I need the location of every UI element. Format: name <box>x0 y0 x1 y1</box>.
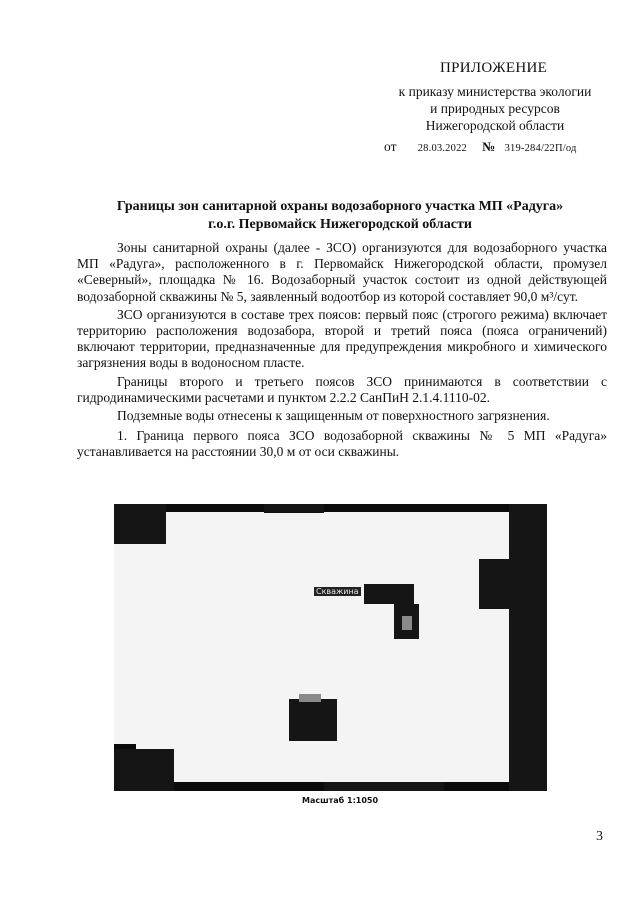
paragraph: ЗСО организуются в составе трех поясов: первый пояс (строгого режима) включает территорию расположения водозабора, второй и третий пояса (пояса ограничений) включают территории, предназначенные для предупреждения микробного и химического загрязнения воды в водоносном пласте. <box>77 306 607 371</box>
appendix-title: ПРИЛОЖЕНИЕ <box>440 60 548 76</box>
date-label: от <box>384 139 397 154</box>
order-reference <box>370 83 620 134</box>
zone-map-image <box>114 504 547 791</box>
order-line: Нижегородской области <box>425 118 565 133</box>
map-building <box>509 504 547 791</box>
map-building <box>479 559 509 609</box>
map-building <box>114 749 174 791</box>
order-date-number <box>384 139 577 155</box>
map-zone-area <box>114 544 154 744</box>
number-sign: № <box>482 139 496 154</box>
page-number: 3 <box>596 829 603 844</box>
numbered-item: 1. Граница первого пояса ЗСО водозаборной скважины № 5 МП «Радуга» устанавливается на расстоянии 30,0 м от оси скважины. <box>77 428 607 460</box>
body-text <box>77 240 607 463</box>
map-building <box>289 699 337 741</box>
order-date: 28.03.2022 <box>417 143 467 154</box>
order-number: 319-284/22П/од <box>504 143 577 154</box>
map-building <box>364 584 414 604</box>
order-line: к приказу министерства экологии <box>398 84 592 99</box>
title-line-1: Границы зон санитарной охраны водозаборного участка МП «Радуга» <box>116 199 564 214</box>
map-building <box>264 504 324 513</box>
map-scale-caption: Масштаб 1:1050 <box>302 796 379 805</box>
map-structure <box>402 616 412 630</box>
map-zone-area <box>136 512 526 782</box>
paragraph: Границы второго и третьего поясов ЗСО принимаются в соответствии с гидродинамическими расчетами и пунктом 2.2.2 СанПиН 2.1.4.1110-02. <box>77 373 607 405</box>
map-building <box>324 782 444 791</box>
document-title <box>60 198 620 234</box>
title-line-2: г.о.г. Первомайск Нижегородской области <box>208 217 472 232</box>
paragraph: Подземные воды отнесены к защищенным от поверхностного загрязнения. <box>117 408 550 424</box>
well-label: Скважина <box>316 587 359 596</box>
map-structure <box>299 694 321 702</box>
paragraph: Зоны санитарной охраны (далее - ЗСО) организуются для водозаборного участка МП «Радуга», расположенного в г. Первомайск Нижегородской области, промузел «Северный», площадка № 16. Водозаборный участок состоит из одной действующей водозаборной скважины № 5, заявленный водоотбор из которой составляет 90,0 м³/сут. <box>77 240 607 304</box>
order-line: и природных ресурсов <box>430 101 560 116</box>
map-building <box>114 504 166 544</box>
